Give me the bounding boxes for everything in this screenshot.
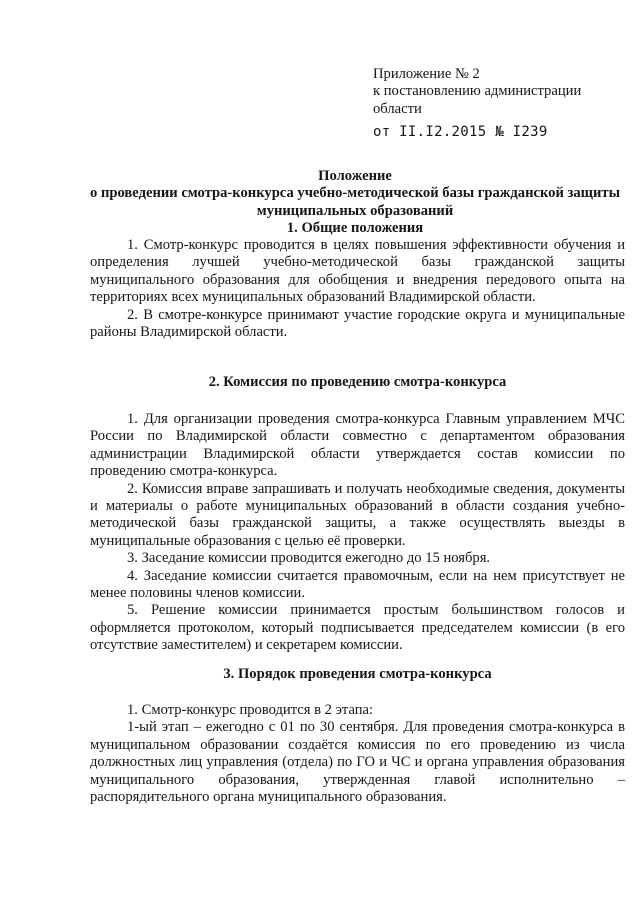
section-1-heading: 1. Общие положения: [286, 220, 424, 237]
section-2: [90, 411, 625, 655]
section-1: [90, 237, 625, 341]
section-3-heading: 3. Порядок проведения смотра-конкурса: [223, 666, 492, 682]
title-line: о проведении смотра-конкурса учебно-методической базы гражданской защиты: [90, 185, 620, 202]
decree-reference-cont: области: [373, 100, 422, 117]
paragraph: 1. Смотр-конкурс проводится в 2 этапа:: [127, 702, 374, 718]
paragraph: 2. Комиссия вправе запрашивать и получать необходимые сведения, документы и материалы о работе муниципальных образований в области создания учебно-методической базы гражданской защиты, а также осуществлять выезды в муниципальные образования с целью её проверки.: [90, 480, 625, 549]
approval-stamp: [373, 66, 623, 142]
paragraph: 4. Заседание комиссии считается правомочным, если на нем присутствует не менее половины членов комиссии.: [90, 567, 625, 602]
document-title: [80, 168, 630, 238]
paragraph: 1. Смотр-конкурс проводится в целях повышения эффективности обучения и определения лучшей учебно-методической базы гражданской защиты муниципального образования для обобщения и внедрения передового опыта на территориях всех муниципальных образований Владимирской области.: [90, 237, 625, 306]
paragraph: 2. В смотре-конкурсе принимают участие городские округа и муниципальные районы Владимирской области.: [90, 306, 625, 341]
paragraph: 1-ый этап – ежегодно с 01 по 30 сентября. Для проведения смотра-конкурса в муниципальном образовании создаётся комиссия по его проведению из числа должностных лиц управления (отдела) по ГО и ЧС и органа управления образования муниципального образования, утвержденная главой исполнительно – распорядительного органа муниципального образования.: [90, 719, 625, 806]
paragraph: 5. Решение комиссии принимается простым большинством голосов и оформляется протоколом, который подписывается председателем комиссии (в его отсутствие заместителем) и секретарем комиссии.: [90, 602, 625, 654]
appendix-number: Приложение № 2: [373, 66, 480, 82]
decree-reference: к постановлению администрации: [373, 83, 582, 100]
section-2-heading: 2. Комиссия по проведению смотра-конкурса: [208, 374, 507, 390]
paragraph: 3. Заседание комиссии проводится ежегодно до 15 ноября.: [127, 550, 491, 567]
decree-date: от II.I2.2015 № I239: [373, 124, 548, 141]
paragraph: 1. Для организации проведения смотра-конкурса Главным управлением МЧС России по Владимирской области совместно с департаментом образования администрации Владимирской области утверждается состав комиссии по проведению смотра-конкурса.: [90, 411, 625, 480]
title-line: Положение: [318, 168, 392, 184]
section-3: [90, 702, 625, 806]
title-line: муниципальных образований: [256, 202, 454, 219]
